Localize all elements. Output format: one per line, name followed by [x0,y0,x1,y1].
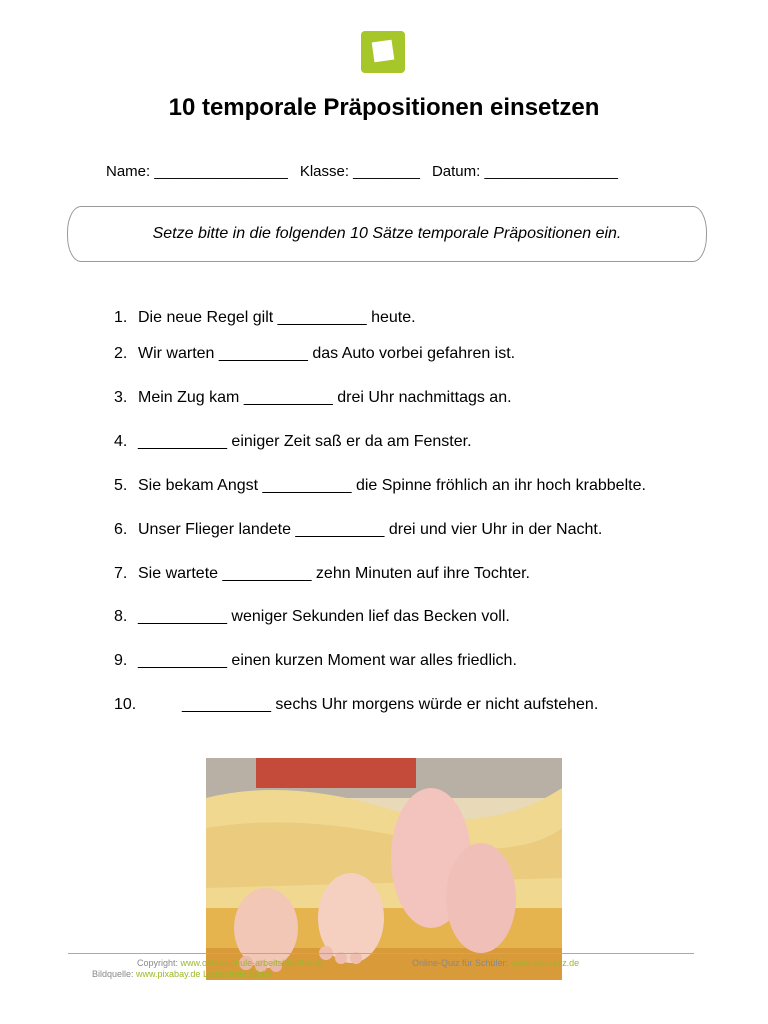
datum-field: Datum: ________________ [431,163,618,180]
task-sentence: Sie wartete __________ zehn Minuten auf ihre Tochter. [138,565,530,582]
task-item [114,652,517,670]
task-item [114,433,472,451]
task-sentence: __________ einiger Zeit saß er da am Fenster. [138,433,472,450]
task-item [114,565,530,583]
task-number: 8. [114,608,128,625]
task-number: 7. [114,565,128,582]
bild-link[interactable]: www.pixabay.de [136,969,201,979]
bild-note: Lizenzfreie Bilder [202,969,272,979]
task-number: 5. [114,477,128,494]
task-number: 10. [114,696,137,713]
task-sentence: Mein Zug kam __________ drei Uhr nachmittags an. [138,389,512,406]
logo-icon [361,31,405,73]
copyright-link[interactable]: www.onlineschule-arbeitsblaetter.de [180,958,325,968]
task-item [114,389,512,407]
task-number: 6. [114,521,128,538]
student-fields [106,163,630,180]
quiz-link[interactable]: www.lern-quiz.de [510,958,580,968]
task-sentence: __________ einen kurzen Moment war alles friedlich. [138,652,517,669]
copyright-label: Copyright: [137,958,179,968]
task-item [114,608,510,626]
footer-divider [68,953,694,954]
task-sentence: __________ sechs Uhr morgens würde er nicht aufstehen. [182,696,599,713]
instruction-text: Setze bitte in die folgenden 10 Sätze temporale Präpositionen ein. [152,225,622,242]
quiz-label: Online-Quiz für Schüler: [412,958,509,968]
task-item [114,696,598,714]
name-field: Name: ________________ [106,163,288,180]
footer-bildquelle [92,969,272,979]
task-sentence: __________ weniger Sekunden lief das Becken voll. [138,608,510,625]
task-item [114,309,416,327]
task-item [114,345,515,363]
task-number: 3. [114,389,128,406]
task-sentence: Wir warten __________ das Auto vorbei gefahren ist. [138,345,516,362]
task-number: 1. [114,309,128,326]
page-title: 10 temporale Präpositionen einsetzen [168,94,600,121]
task-item [114,477,646,495]
bild-label: Bildquelle: [92,969,134,979]
footer-quiz [412,958,579,968]
footer-copyright [137,958,324,968]
feet-photo [206,758,562,980]
klasse-field: Klasse: ________ [299,163,420,180]
instruction-box [67,206,707,262]
task-number: 4. [114,433,128,450]
task-sentence: Unser Flieger landete __________ drei und vier Uhr in der Nacht. [138,521,603,538]
task-item [114,521,602,539]
task-sentence: Die neue Regel gilt __________ heute. [138,309,416,326]
task-number: 2. [114,345,128,362]
task-number: 9. [114,652,128,669]
task-sentence: Sie bekam Angst __________ die Spinne fröhlich an ihr hoch krabbelte. [138,477,646,494]
